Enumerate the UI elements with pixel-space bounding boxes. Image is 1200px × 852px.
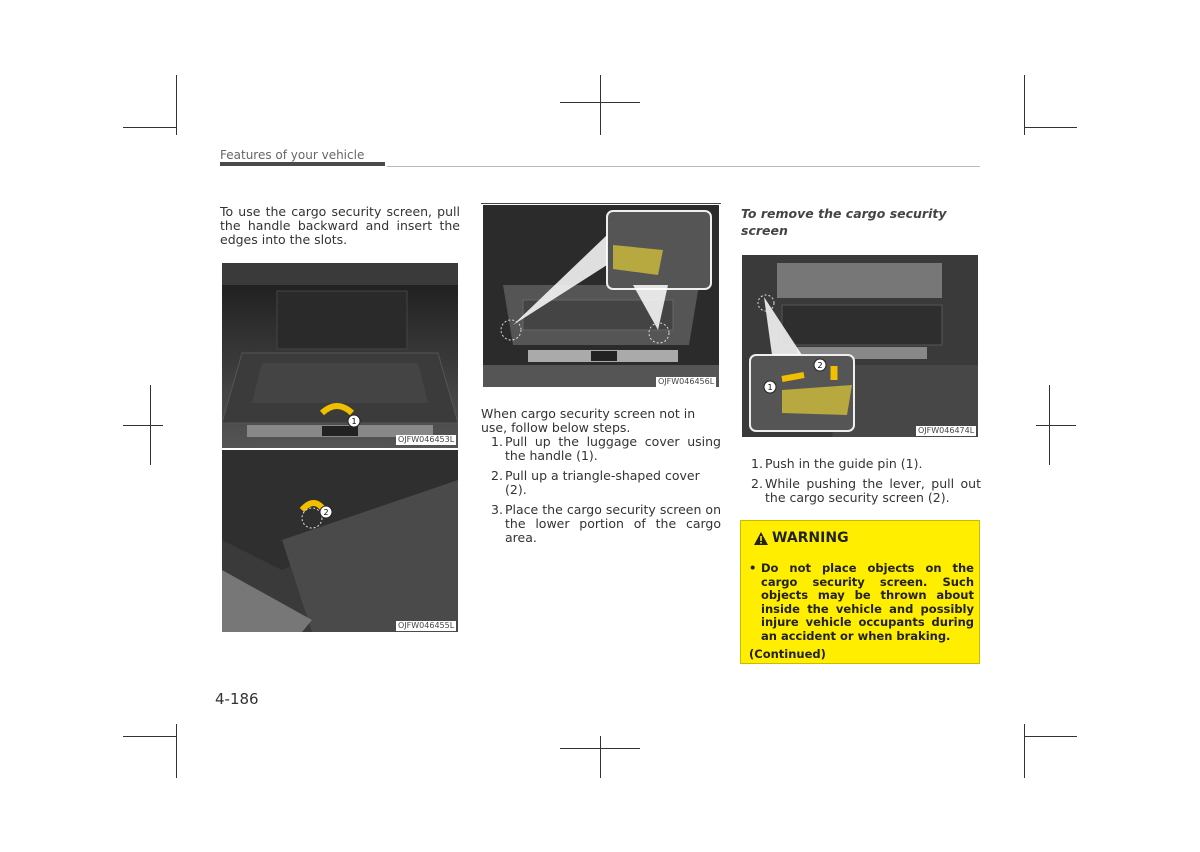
section-header: Features of your vehicle <box>220 148 365 162</box>
warning-box <box>740 520 980 664</box>
figure-caption: OJFW046453L <box>398 435 455 444</box>
list-item: 1. Pull up the luggage cover using the handle (1). <box>491 434 721 463</box>
list-item: 1. Push in the guide pin (1). <box>751 456 923 471</box>
figure-rule <box>481 203 721 204</box>
removal-steps <box>481 435 721 551</box>
warning-continued: (Continued) <box>749 647 826 661</box>
guide-pin-photo <box>742 255 978 437</box>
figure-caption: OJFW046455L <box>398 621 455 630</box>
callout-1: 1 <box>767 383 773 392</box>
warning-text: • Do not place objects on the cargo security screen. Such objects may be thrown about inside the vehicle and possibly injure vehicle occupants during an accident or when braking. <box>749 561 974 643</box>
list-item: 3. Place the cargo security screen on the lower portion of the cargo area. <box>491 502 721 545</box>
left-intro-text: To use the cargo security screen, pull the handle backward and insert the edges into the slots. <box>220 204 460 247</box>
header-rule <box>387 166 980 167</box>
page-number: 4-186 <box>215 690 259 708</box>
callout-2: 2 <box>323 508 329 517</box>
middle-intro-text: When cargo security screen not in use, follow below steps. <box>481 406 696 435</box>
header-bar <box>220 162 385 166</box>
list-item: 2. Pull up a triangle-shaped cover (2). <box>491 468 700 497</box>
warning-triangle-icon <box>754 532 768 545</box>
section-heading: To remove the cargo security screen <box>741 206 947 238</box>
list-item: 2. While pushing the lever, pull out the cargo security screen (2). <box>751 476 981 505</box>
removal-steps <box>741 457 981 511</box>
warning-title: WARNING <box>754 530 849 546</box>
callout-2: 2 <box>817 361 823 370</box>
callout-1: 1 <box>351 417 357 426</box>
triangle-cover-photo <box>222 450 458 632</box>
figure-caption: OJFW046474L <box>918 426 975 435</box>
lower-storage-photo <box>483 205 719 387</box>
figure-caption: OJFW046456L <box>658 377 715 386</box>
cargo-handle-photo <box>222 263 458 448</box>
